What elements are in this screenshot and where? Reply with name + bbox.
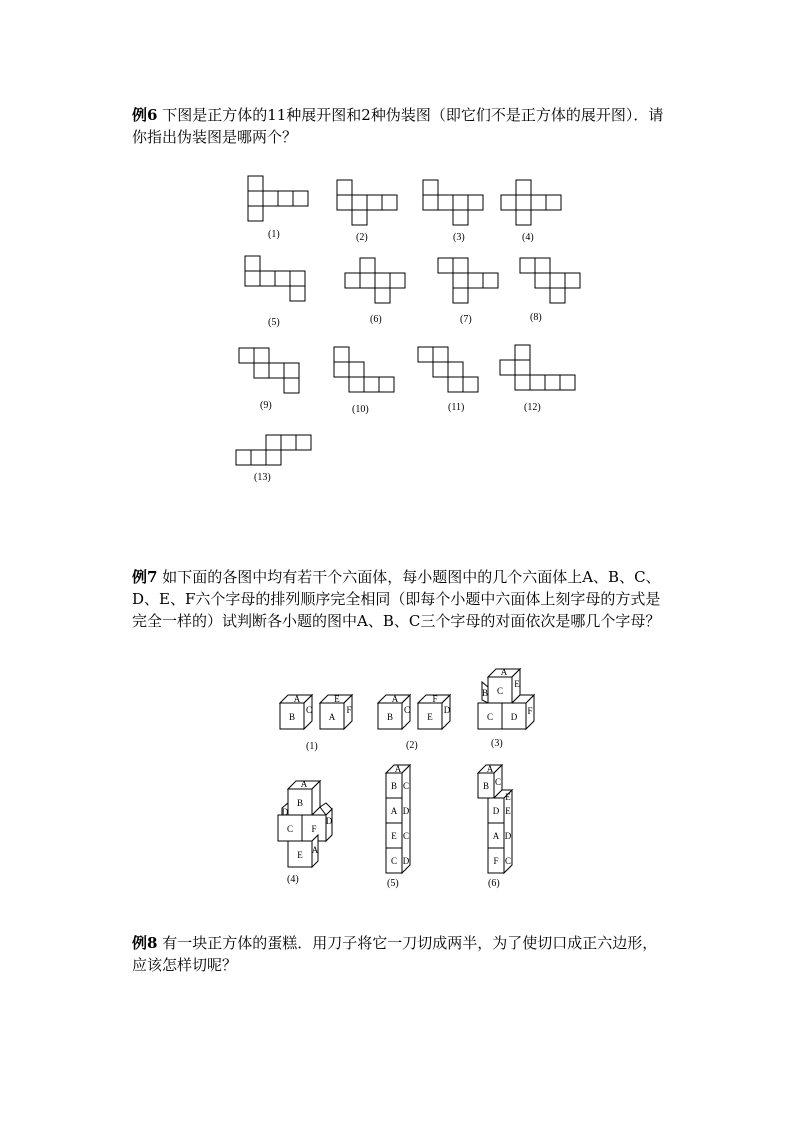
cube-letter: C bbox=[496, 686, 504, 696]
net-4 bbox=[501, 180, 561, 225]
cube-letter: A bbox=[394, 764, 402, 774]
net-label: (13) bbox=[254, 472, 271, 483]
cube-letter: D bbox=[504, 831, 512, 841]
cube-letter: B bbox=[390, 781, 398, 791]
net-label: (6) bbox=[370, 314, 382, 325]
cube-letter: E bbox=[297, 850, 303, 860]
net-label: (4) bbox=[522, 232, 534, 243]
example7-text: 如下面的各图中均有若干个六面体，每小题图中的几个六面体上A、B、C、D、E、F六个字母的排列顺序完全相同（即每个小题中六面体上刻字母的方式是完全一样的）试判断各小题的图中A、B、C三个字母的对面依次是哪几个字母？ bbox=[132, 568, 661, 630]
net-11 bbox=[418, 347, 478, 392]
cube-letter: A bbox=[391, 694, 399, 704]
net-6 bbox=[345, 258, 405, 303]
example7-paragraph bbox=[132, 566, 672, 632]
cube-letter: C bbox=[390, 856, 398, 866]
cube-figure-label: (6) bbox=[488, 878, 500, 889]
cube-letter: C bbox=[305, 705, 313, 715]
cube-letter: C bbox=[402, 781, 410, 791]
cube-letter: D bbox=[492, 806, 500, 816]
cube-letter: F bbox=[527, 706, 533, 716]
cube-letter: B bbox=[386, 712, 394, 722]
cube-figure-label: (2) bbox=[406, 740, 418, 751]
net-label: (11) bbox=[448, 402, 465, 413]
example8-heading: 例8 bbox=[132, 934, 158, 952]
cube-letter: D bbox=[402, 806, 410, 816]
net-10 bbox=[334, 347, 394, 392]
example6-heading: 例6 bbox=[132, 106, 158, 124]
cube-letter: A bbox=[328, 712, 336, 722]
cube-figure-label: (5) bbox=[387, 878, 399, 889]
cube-letter: A bbox=[300, 779, 308, 789]
lettered-cubes-figure bbox=[270, 660, 560, 900]
cube-letter: F bbox=[493, 856, 499, 866]
cube-nets-figure bbox=[230, 170, 600, 500]
net-3 bbox=[423, 180, 483, 225]
example8-paragraph bbox=[132, 932, 672, 976]
cube-letter: E bbox=[514, 679, 520, 689]
cube-letter: D bbox=[281, 807, 289, 817]
cube-letter: C bbox=[504, 856, 512, 866]
cube-letter: D bbox=[325, 816, 333, 826]
cube-letter: C bbox=[403, 705, 411, 715]
net-7 bbox=[438, 258, 498, 303]
example6-paragraph bbox=[132, 104, 672, 148]
net-label: (12) bbox=[524, 402, 541, 413]
cube-letter: B bbox=[482, 781, 490, 791]
example8-text: 有一块正方体的蛋糕．用刀子将它一刀切成两半，为了使切口成正六边形，应该怎样切呢？ bbox=[132, 934, 658, 974]
net-1 bbox=[248, 176, 308, 221]
cube-letter: A bbox=[500, 667, 508, 677]
cube-figure-label: (1) bbox=[306, 741, 318, 752]
net-label: (7) bbox=[460, 314, 472, 325]
net-2 bbox=[337, 180, 397, 225]
net-label: (5) bbox=[268, 317, 280, 328]
cube-letter: A bbox=[492, 831, 500, 841]
cube-letter: B bbox=[296, 798, 304, 808]
cube-letter: F bbox=[311, 824, 317, 834]
net-9 bbox=[239, 348, 299, 393]
cube-letter: D bbox=[402, 856, 410, 866]
net-label: (8) bbox=[530, 312, 542, 323]
cube-letter: C bbox=[286, 824, 294, 834]
cube-letter: D bbox=[510, 712, 518, 722]
net-13 bbox=[236, 435, 311, 465]
cube-letter: C bbox=[486, 712, 494, 722]
cube-letter: B bbox=[288, 712, 296, 722]
net-label: (9) bbox=[260, 400, 272, 411]
net-label: (1) bbox=[268, 229, 280, 240]
cube-letter: B bbox=[481, 688, 489, 698]
cube-letter: A bbox=[486, 764, 494, 774]
cube-letter: E bbox=[505, 806, 511, 816]
net-label: (3) bbox=[453, 232, 465, 243]
cube-letter: A bbox=[390, 806, 398, 816]
cube-letter: A bbox=[293, 694, 301, 704]
cube-letter: E bbox=[505, 792, 511, 802]
cube-figure-label: (4) bbox=[287, 874, 299, 885]
cube-letter: C bbox=[494, 777, 502, 787]
cube-letter: E bbox=[334, 694, 340, 704]
net-label: (10) bbox=[352, 404, 369, 415]
cube-letter: A bbox=[311, 845, 319, 855]
cube-figure-label: (3) bbox=[491, 738, 503, 749]
net-8 bbox=[520, 258, 580, 303]
cube-letter: F bbox=[346, 705, 352, 715]
cube-letter: F bbox=[432, 694, 438, 704]
net-5 bbox=[245, 256, 305, 301]
cube-letter: E bbox=[427, 712, 433, 722]
net-label: (2) bbox=[356, 232, 368, 243]
cube-letter: D bbox=[443, 705, 451, 715]
net-12 bbox=[500, 345, 575, 390]
cube-letter: E bbox=[391, 831, 397, 841]
cube-letter: C bbox=[402, 831, 410, 841]
example6-text: 下图是正方体的11种展开图和2种伪装图（即它们不是正方体的展开图）．请你指出伪装图是哪两个？ bbox=[132, 106, 664, 146]
example7-heading: 例7 bbox=[132, 568, 158, 586]
